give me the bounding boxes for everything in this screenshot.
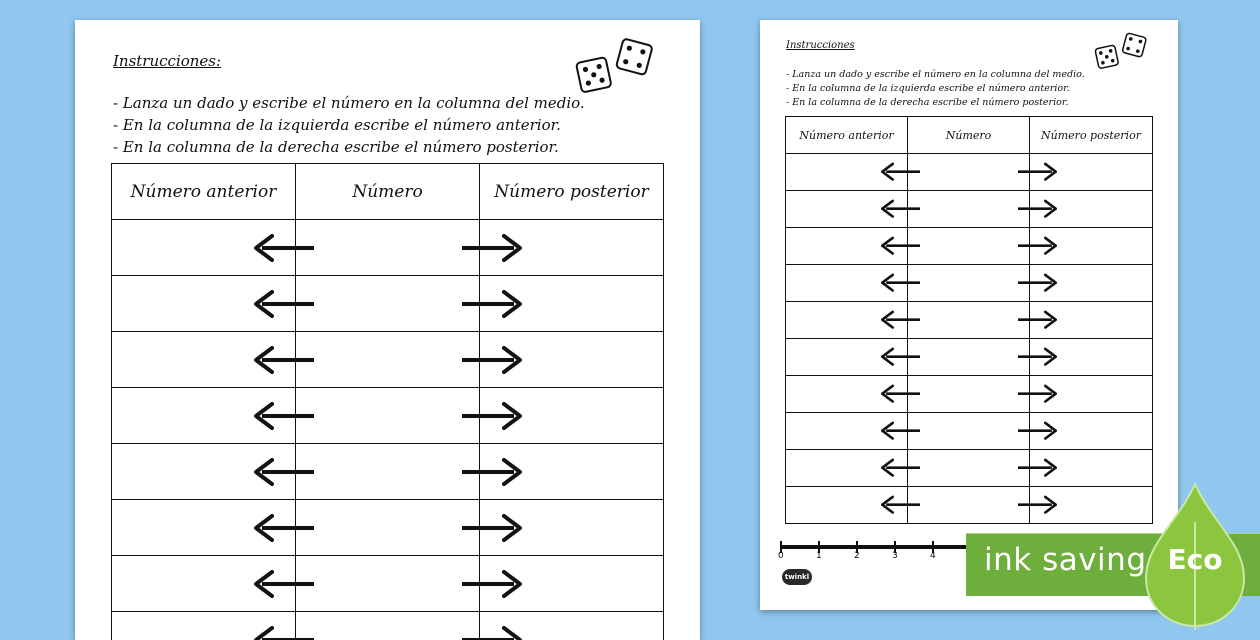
left-arrow-icon — [881, 271, 920, 294]
instruction-line: - En la columna de la izquierda escribe el número anterior. — [786, 83, 1070, 94]
right-arrow-icon — [1018, 234, 1057, 257]
twinkl-logo: twinkl — [782, 569, 812, 585]
number-line-label: 4 — [930, 551, 936, 561]
number-cell — [296, 332, 480, 388]
number-cell — [296, 444, 480, 500]
left-arrow-icon — [881, 419, 920, 442]
right-arrow-icon — [462, 454, 522, 490]
right-arrow-icon — [462, 510, 522, 546]
left-arrow-icon — [881, 493, 920, 516]
table-row — [786, 487, 1153, 524]
table-row — [112, 500, 664, 556]
instructions-title: Instrucciones — [786, 40, 855, 51]
table-row — [786, 339, 1153, 376]
instruction-line: - En la columna de la izquierda escribe el número anterior. — [113, 116, 561, 134]
number-cell — [908, 265, 1030, 302]
number-cell — [908, 191, 1030, 228]
left-arrow-icon — [881, 382, 920, 405]
table-row — [112, 612, 664, 640]
number-line-label: 1 — [816, 551, 822, 561]
right-arrow-icon — [462, 342, 522, 378]
number-line-label: 3 — [892, 551, 898, 561]
number-cell — [908, 228, 1030, 265]
number-cell — [908, 413, 1030, 450]
number-cell — [908, 450, 1030, 487]
right-arrow-icon — [1018, 160, 1057, 183]
column-header: Número posterior — [480, 164, 664, 220]
left-arrow-icon — [881, 234, 920, 257]
dice-icon — [1094, 32, 1150, 72]
right-arrow-icon — [1018, 197, 1057, 220]
eco-label: Eco — [1158, 543, 1232, 576]
right-arrow-icon — [1018, 308, 1057, 331]
number-cell — [296, 500, 480, 556]
table-row — [112, 276, 664, 332]
instruction-line: - Lanza un dado y escribe el número en la columna del medio. — [786, 69, 1085, 80]
right-arrow-icon — [1018, 271, 1057, 294]
number-line-label: 2 — [854, 551, 860, 561]
number-cell — [296, 612, 480, 640]
number-cell — [296, 556, 480, 612]
left-arrow-icon — [254, 566, 314, 602]
worksheet-preview-small — [760, 20, 1178, 610]
column-header: Número anterior — [112, 164, 296, 220]
column-header: Número anterior — [786, 117, 908, 154]
table-row — [112, 444, 664, 500]
number-cell — [908, 339, 1030, 376]
table-row — [786, 228, 1153, 265]
number-cell — [296, 388, 480, 444]
table-row — [786, 376, 1153, 413]
left-arrow-icon — [881, 345, 920, 368]
table-row — [786, 450, 1153, 487]
instructions-title: Instrucciones: — [113, 52, 221, 70]
number-cell — [908, 376, 1030, 413]
right-arrow-icon — [462, 230, 522, 266]
instruction-line: - En la columna de la derecha escribe el número posterior. — [113, 138, 559, 156]
table-row — [786, 265, 1153, 302]
number-cell — [908, 154, 1030, 191]
table-row — [786, 191, 1153, 228]
number-cell — [908, 487, 1030, 524]
number-line — [780, 545, 980, 549]
number-cell — [908, 302, 1030, 339]
left-arrow-icon — [881, 197, 920, 220]
table-row — [786, 302, 1153, 339]
number-cell — [296, 276, 480, 332]
table-row — [786, 154, 1153, 191]
table-row — [112, 556, 664, 612]
left-arrow-icon — [254, 622, 314, 640]
left-arrow-icon — [254, 454, 314, 490]
left-arrow-icon — [881, 160, 920, 183]
right-arrow-icon — [462, 566, 522, 602]
left-arrow-icon — [881, 308, 920, 331]
column-header: Número posterior — [1030, 117, 1153, 154]
number-line-label: 0 — [778, 551, 784, 561]
right-arrow-icon — [462, 622, 522, 640]
table-row — [786, 413, 1153, 450]
column-header: Número — [908, 117, 1030, 154]
table-row — [112, 388, 664, 444]
table-row — [112, 332, 664, 388]
instruction-line: - Lanza un dado y escribe el número en la columna del medio. — [113, 94, 585, 112]
right-arrow-icon — [462, 398, 522, 434]
right-arrow-icon — [1018, 493, 1057, 516]
left-arrow-icon — [254, 286, 314, 322]
number-cell — [296, 220, 480, 276]
right-arrow-icon — [1018, 419, 1057, 442]
dice-icon — [575, 38, 655, 98]
left-arrow-icon — [254, 230, 314, 266]
left-arrow-icon — [254, 398, 314, 434]
worksheet-table — [785, 116, 1153, 524]
right-arrow-icon — [462, 286, 522, 322]
left-arrow-icon — [254, 510, 314, 546]
left-arrow-icon — [254, 342, 314, 378]
column-header: Número — [296, 164, 480, 220]
ink-saving-text: ink saving — [984, 542, 1147, 578]
instruction-line: - En la columna de la derecha escribe el número posterior. — [786, 97, 1068, 108]
right-arrow-icon — [1018, 382, 1057, 405]
left-arrow-icon — [881, 456, 920, 479]
worksheet-table — [111, 163, 664, 640]
table-row — [112, 220, 664, 276]
worksheet-preview-large — [75, 20, 700, 640]
right-arrow-icon — [1018, 345, 1057, 368]
right-arrow-icon — [1018, 456, 1057, 479]
